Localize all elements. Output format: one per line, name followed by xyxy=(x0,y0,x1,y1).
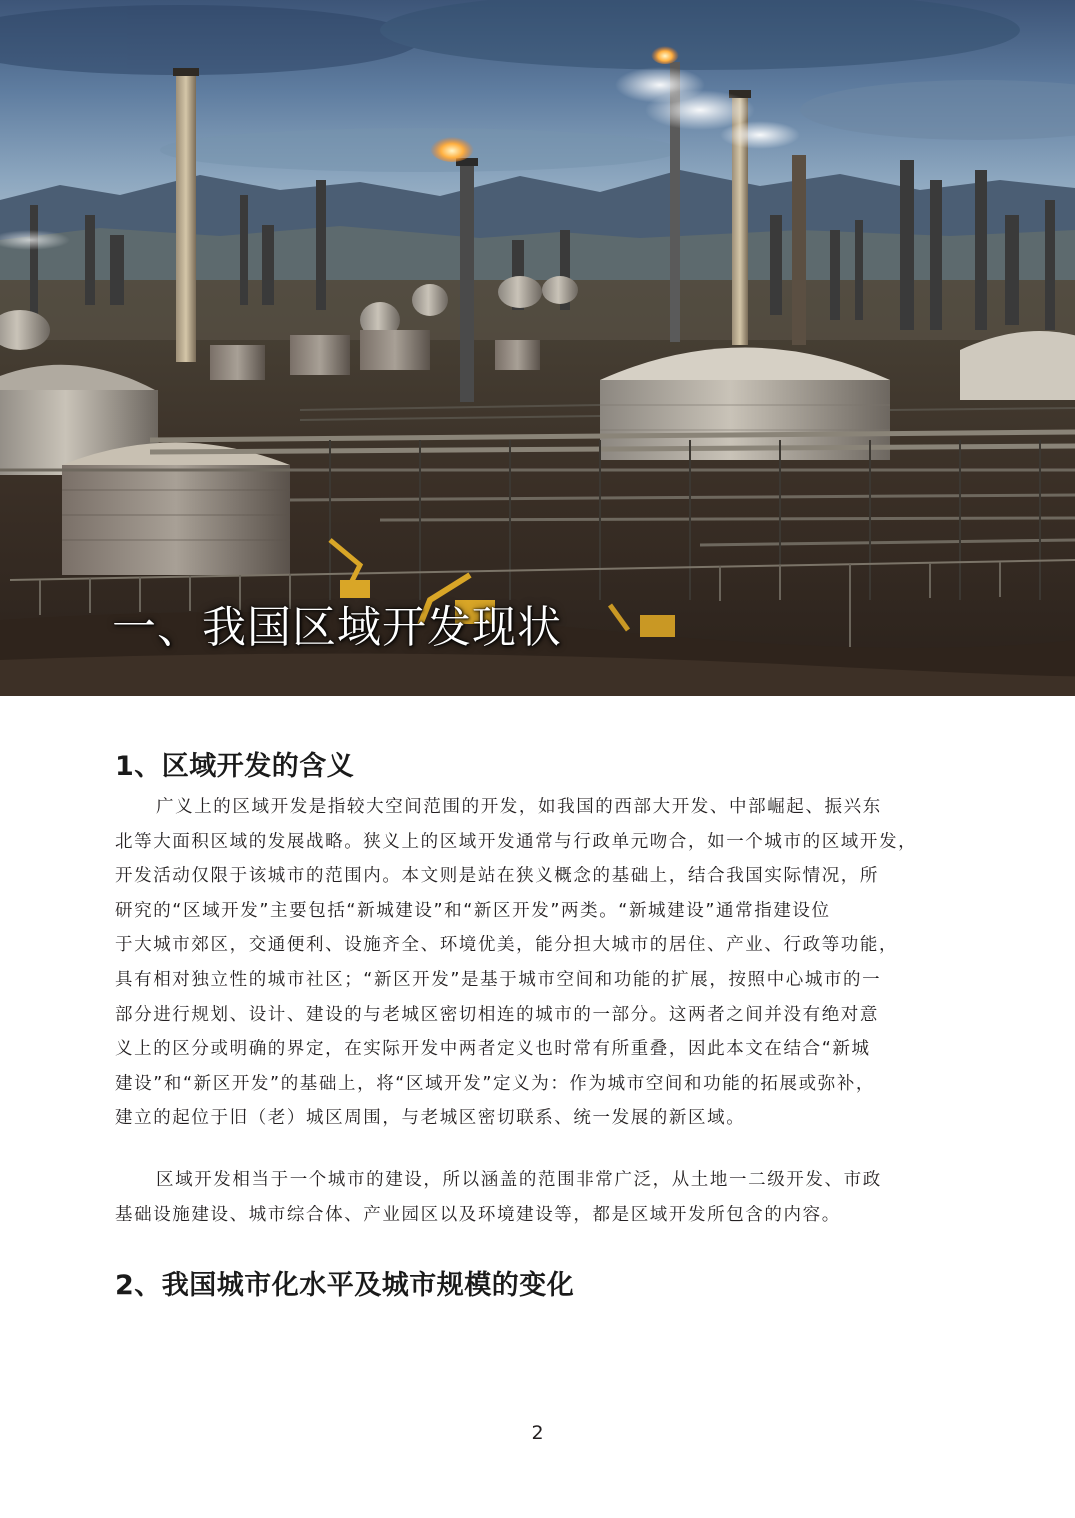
section-heading-2: 2、我国城市化水平及城市规模的变化 xyxy=(115,1270,575,1301)
paragraph-line: 区域开发相当于一个城市的建设，所以涵盖的范围非常广泛，从土地一二级开发、市政 xyxy=(156,1170,882,1190)
page-number: 2 xyxy=(531,1422,544,1444)
paragraph-line: 于大城市郊区，交通便利、设施齐全、环境优美，能分担大城市的居住、产业、行政等功能， xyxy=(115,935,899,956)
paragraph-scope xyxy=(115,1163,967,1232)
hero-banner xyxy=(0,0,1075,696)
paragraph-line: 建设”和“新区开发”的基础上，将“区域开发”定义为：作为城市空间和功能的拓展或弥补， xyxy=(115,1073,876,1094)
chapter-title: 一、我国区域开发现状 xyxy=(112,602,562,653)
paragraph-line: 建立的起位于旧（老）城区周围，与老城区密切联系、统一发展的新区域。 xyxy=(115,1108,746,1129)
paragraph-line: 开发活动仅限于该城市的范围内。本文则是站在狭义概念的基础上，结合我国实际情况，所 xyxy=(115,866,879,887)
section-heading-1: 1、区域开发的含义 xyxy=(115,751,355,782)
paragraph-line: 义上的区分或明确的界定，在实际开发中两者定义也时常有所重叠，因此本文在结合“新城 xyxy=(115,1039,871,1060)
paragraph-line: 基础设施建设、城市综合体、产业园区以及环境建设等，都是区域开发所包含的内容。 xyxy=(115,1204,841,1225)
paragraph-line: 广义上的区域开发是指较大空间范围的开发，如我国的西部大开发、中部崛起、振兴东 xyxy=(156,797,882,817)
paragraph-line: 北等大面积区域的发展战略。狭义上的区域开发通常与行政单元吻合，如一个城市的区域开发， xyxy=(115,831,918,852)
paragraph-line: 具有相对独立性的城市社区；“新区开发”是基于城市空间和功能的扩展，按照中心城市的一 xyxy=(115,969,882,990)
paragraph-definition xyxy=(115,790,967,1136)
refinery-photo xyxy=(0,0,1075,696)
paragraph-line: 研究的“区域开发”主要包括“新城建设”和“新区开发”两类。“新城建设”通常指建设位 xyxy=(115,900,831,921)
paragraph-line: 部分进行规划、设计、建设的与老城区密切相连的城市的一部分。这两者之间并没有绝对意 xyxy=(115,1004,879,1025)
